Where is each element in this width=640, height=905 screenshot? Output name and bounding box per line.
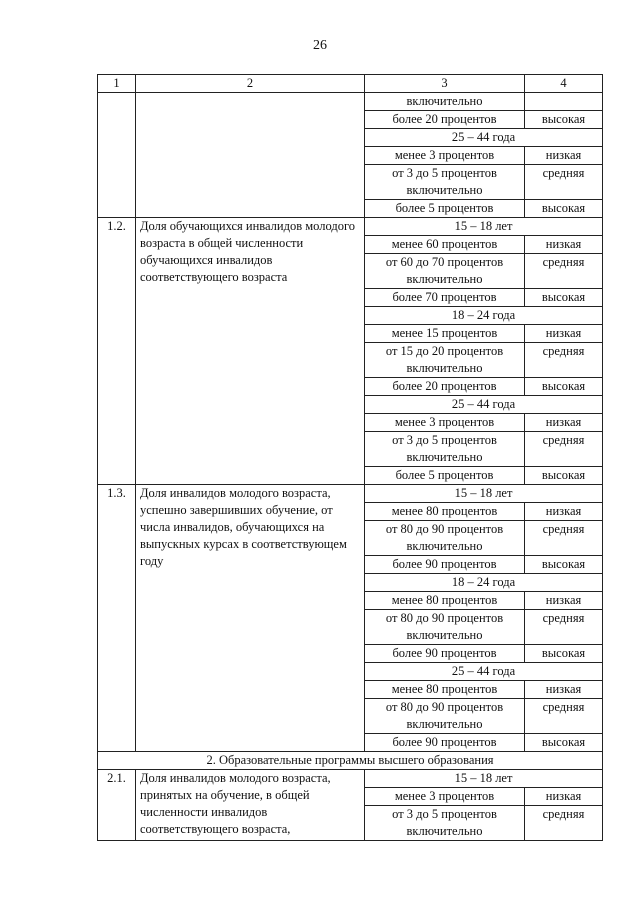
level-cell: высокая (525, 378, 603, 396)
table-row (98, 218, 603, 236)
range-cell: менее 60 процентов (365, 236, 525, 254)
level-cell: средняя (525, 165, 603, 200)
level-cell: низкая (525, 414, 603, 432)
range-cell: более 20 процентов (365, 111, 525, 129)
level-cell: низкая (525, 592, 603, 610)
range-cell: включительно (365, 93, 525, 111)
level-cell: высокая (525, 467, 603, 485)
level-cell: высокая (525, 111, 603, 129)
header-cell: 3 (365, 75, 525, 93)
range-cell: менее 80 процентов (365, 592, 525, 610)
section-heading-row (98, 752, 603, 770)
item-number: 2.1. (98, 770, 136, 841)
level-cell: средняя (525, 610, 603, 645)
level-cell: высокая (525, 645, 603, 663)
level-cell: низкая (525, 236, 603, 254)
range-cell: менее 3 процентов (365, 147, 525, 165)
age-group-label: 25 – 44 года (365, 663, 603, 681)
continued-number-cell (98, 93, 136, 218)
table-row (98, 93, 603, 111)
item-number: 1.2. (98, 218, 136, 485)
indicator-cell: Доля инвалидов молодого возраста, принятых на обучение, в общей численности инвалидов соответствующего возраста, (136, 770, 365, 841)
age-group-label: 18 – 24 года (365, 307, 603, 325)
range-cell: менее 3 процентов (365, 414, 525, 432)
range-cell: более 90 процентов (365, 556, 525, 574)
level-cell: низкая (525, 147, 603, 165)
level-cell: низкая (525, 681, 603, 699)
continued-indicator-cell (136, 93, 365, 218)
range-cell: менее 80 процентов (365, 681, 525, 699)
range-cell: от 3 до 5 процентов включительно (365, 432, 525, 467)
indicator-cell: Доля инвалидов молодого возраста, успешно завершивших обучение, от числа инвалидов, обучающихся на выпускных курсах в соответствующем году (136, 485, 365, 752)
range-cell: менее 15 процентов (365, 325, 525, 343)
range-cell: более 70 процентов (365, 289, 525, 307)
level-cell: высокая (525, 734, 603, 752)
indicator-cell: Доля обучающихся инвалидов молодого возраста в общей численности обучающихся инвалидов соответствующего возраста (136, 218, 365, 485)
range-cell: от 80 до 90 процентов включительно (365, 521, 525, 556)
range-cell: от 3 до 5 процентов включительно (365, 165, 525, 200)
age-group-label: 25 – 44 года (365, 396, 603, 414)
level-cell: средняя (525, 699, 603, 734)
table-row (98, 485, 603, 503)
criteria-table (97, 74, 603, 841)
range-cell: от 60 до 70 процентов включительно (365, 254, 525, 289)
section-heading: 2. Образовательные программы высшего образования (98, 752, 603, 770)
level-cell: высокая (525, 200, 603, 218)
range-cell: от 80 до 90 процентов включительно (365, 610, 525, 645)
header-cell: 4 (525, 75, 603, 93)
range-cell: от 3 до 5 процентов включительно (365, 806, 525, 841)
range-cell: более 90 процентов (365, 645, 525, 663)
age-group-label: 18 – 24 года (365, 574, 603, 592)
header-cell: 2 (136, 75, 365, 93)
table-row (98, 770, 603, 788)
range-cell: более 90 процентов (365, 734, 525, 752)
range-cell: более 5 процентов (365, 467, 525, 485)
level-cell: средняя (525, 343, 603, 378)
level-cell: средняя (525, 432, 603, 467)
header-cell: 1 (98, 75, 136, 93)
level-cell: средняя (525, 254, 603, 289)
age-group-label: 15 – 18 лет (365, 218, 603, 236)
range-cell: более 5 процентов (365, 200, 525, 218)
age-group-label: 15 – 18 лет (365, 485, 603, 503)
level-cell: низкая (525, 503, 603, 521)
level-cell: средняя (525, 521, 603, 556)
range-cell: от 15 до 20 процентов включительно (365, 343, 525, 378)
range-cell: от 80 до 90 процентов включительно (365, 699, 525, 734)
age-group-label: 15 – 18 лет (365, 770, 603, 788)
item-number: 1.3. (98, 485, 136, 752)
level-cell: высокая (525, 289, 603, 307)
level-cell: высокая (525, 556, 603, 574)
range-cell: менее 80 процентов (365, 503, 525, 521)
level-cell: средняя (525, 806, 603, 841)
level-cell: низкая (525, 325, 603, 343)
range-cell: более 20 процентов (365, 378, 525, 396)
table-header-row (98, 75, 603, 93)
level-cell: низкая (525, 788, 603, 806)
level-cell (525, 93, 603, 111)
age-group-label: 25 – 44 года (365, 129, 603, 147)
range-cell: менее 3 процентов (365, 788, 525, 806)
page-number: 26 (313, 38, 327, 53)
